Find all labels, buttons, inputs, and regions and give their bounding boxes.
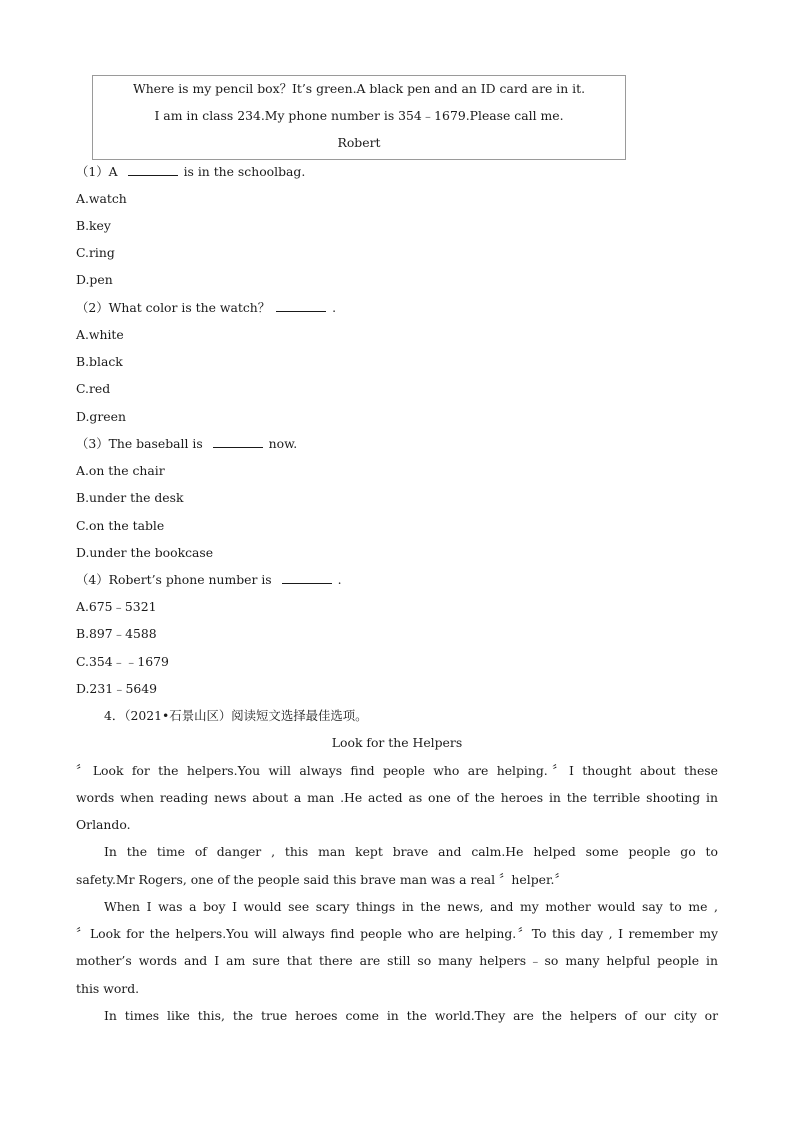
passage-title: Look for the Helpers: [331, 735, 463, 750]
notice-signature: Robert: [337, 135, 381, 150]
question-3-option-c: C.on the table: [76, 518, 165, 533]
question-3-text-before: （3）The baseball is: [76, 436, 207, 451]
question-4-stem: [76, 572, 342, 588]
question-2-stem: [76, 300, 336, 316]
question-4-text-after: .: [337, 572, 342, 587]
question-1-option-b: B.key: [76, 218, 111, 233]
question-2-option-d: D.green: [76, 409, 126, 424]
question-2-option-a: A.white: [76, 327, 124, 342]
question-2-text-after: .: [332, 300, 337, 315]
question-3-blank: [213, 436, 263, 448]
question-1-text-after: is in the schoolbag.: [183, 164, 306, 179]
question-1-option-a: A.watch: [76, 191, 127, 206]
passage-line-7: 〞Look for the helpers.You will always find people who are helping.〞To this day , I remember my: [76, 926, 718, 941]
question-2-text-before: （2）What color is the watch？: [76, 300, 271, 315]
question-4-option-a: A.675﹣5321: [76, 599, 157, 614]
passage-line-9: this word.: [76, 981, 140, 996]
passage-line-6: When I was a boy I would see scary things in the news, and my mother would say to me ,: [104, 899, 718, 914]
question-1-stem: [76, 164, 305, 180]
question-1-blank: [128, 164, 178, 176]
question-1-option-d: D.pen: [76, 272, 113, 287]
notice-line-2: I am in class 234.My phone number is 354﹣1679.Please call me.: [154, 108, 564, 123]
question-3-option-a: A.on the chair: [76, 463, 165, 478]
question-4-option-d: D.231﹣5649: [76, 681, 158, 696]
passage-line-8: mother’s words and I am sure that there are still so many helpers﹣so many helpful people in: [76, 953, 718, 968]
question-1-text-before: （1）A: [76, 164, 122, 179]
passage-line-1: 〞Look for the helpers.You will always find people who are helping.〞I thought about these: [76, 763, 718, 778]
question-1-option-c: C.ring: [76, 245, 115, 260]
section-4-heading: 4．（2021•石景山区）阅读短文选择最佳选项。: [104, 708, 368, 723]
passage-line-5: safety.Mr Rogers, one of the people said this brave man was a real 〞helper.〞: [76, 872, 567, 887]
question-2-option-b: B.black: [76, 354, 123, 369]
passage-line-4: In the time of danger , this man kept brave and calm.He helped some people go to: [104, 844, 718, 859]
question-4-option-c: C.354﹣﹣1679: [76, 654, 169, 669]
passage-line-2: words when reading news about a man .He acted as one of the heroes in the terrible shooting in: [76, 790, 718, 805]
notice-box: [92, 75, 626, 160]
notice-line-1: Where is my pencil box？It’s green.A black pen and an ID card are in it.: [132, 81, 586, 96]
question-3-stem: [76, 436, 297, 452]
question-4-option-b: B.897﹣4588: [76, 626, 157, 641]
question-4-text-before: （4）Robert’s phone number is: [76, 572, 276, 587]
question-3-text-after: now.: [268, 436, 298, 451]
question-2-blank: [276, 300, 326, 312]
question-2-option-c: C.red: [76, 381, 111, 396]
question-4-blank: [282, 572, 332, 584]
question-3-option-d: D.under the bookcase: [76, 545, 214, 560]
passage-line-10: In times like this, the true heroes come in the world.They are the helpers of our city or: [104, 1008, 718, 1023]
passage-line-3: Orlando.: [76, 817, 131, 832]
question-3-option-b: B.under the desk: [76, 490, 184, 505]
